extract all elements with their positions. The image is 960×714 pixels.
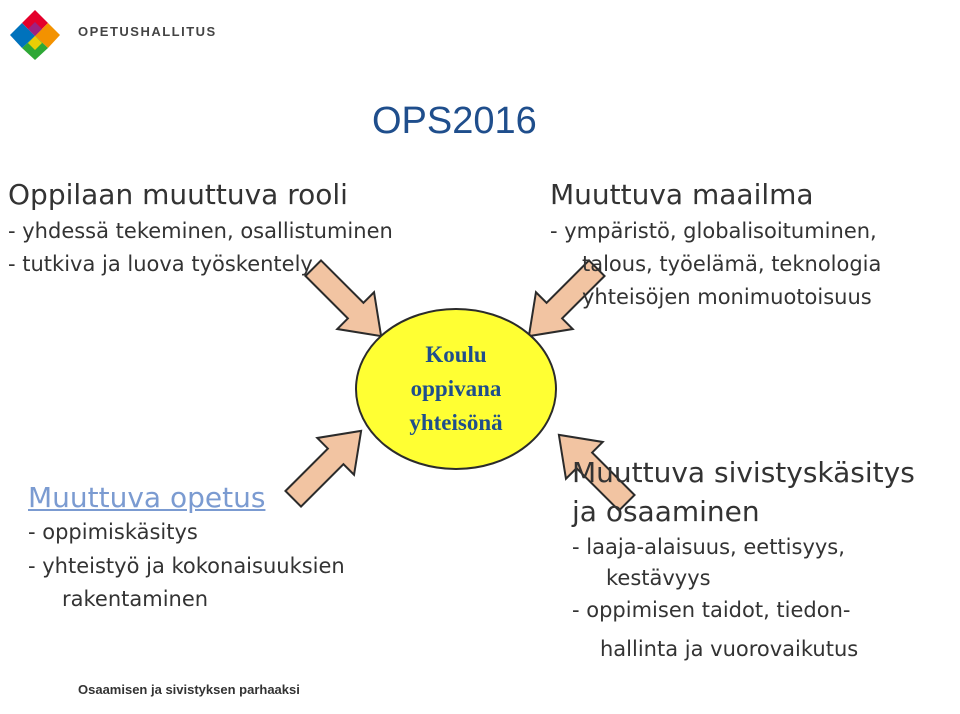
bottom-left-item-2: - yhteistyö ja kokonaisuuksien (28, 554, 345, 578)
bottom-right-item-1: - laaja-alaisuus, eettisyys, (572, 535, 845, 559)
bottom-right-heading-1: Muuttuva sivistyskäsitys (572, 456, 915, 489)
center-line-2: oppivana (410, 376, 502, 401)
top-left-item-2: - tutkiva ja luova työskentely (8, 252, 313, 276)
bottom-right-item-4: hallinta ja vuorovaikutus (600, 637, 859, 661)
center-line-3: yhteisönä (409, 410, 503, 435)
top-left-item-1: - yhdessä tekeminen, osallistuminen (8, 219, 393, 243)
top-right-item-3: yhteisöjen monimuotoisuus (582, 285, 872, 309)
top-right-heading: Muuttuva maailma (550, 178, 814, 211)
top-left-heading: Oppilaan muuttuva rooli (8, 178, 348, 211)
brand-name: OPETUSHALLITUS (78, 24, 217, 39)
page-title: OPS2016 (372, 100, 537, 142)
top-right-item-1: - ympäristö, globalisoituminen, (550, 219, 877, 243)
bottom-right-item-2: kestävyys (606, 566, 711, 590)
footer-slogan: Osaamisen ja sivistyksen parhaaksi (78, 682, 300, 697)
bottom-right-heading-2: ja osaaminen (572, 495, 760, 528)
arrow-bottom-left (275, 413, 380, 518)
center-line-1: Koulu (425, 342, 487, 367)
bottom-left-item-3: rakentaminen (62, 587, 209, 611)
top-right-item-2: talous, työelämä, teknologia (582, 252, 882, 276)
center-label (376, 338, 536, 440)
bottom-left-item-1: - oppimiskäsitys (28, 520, 198, 544)
bottom-left-heading: Muuttuva opetus (28, 481, 266, 514)
bottom-right-item-3: - oppimisen taidot, tiedon- (572, 598, 851, 622)
